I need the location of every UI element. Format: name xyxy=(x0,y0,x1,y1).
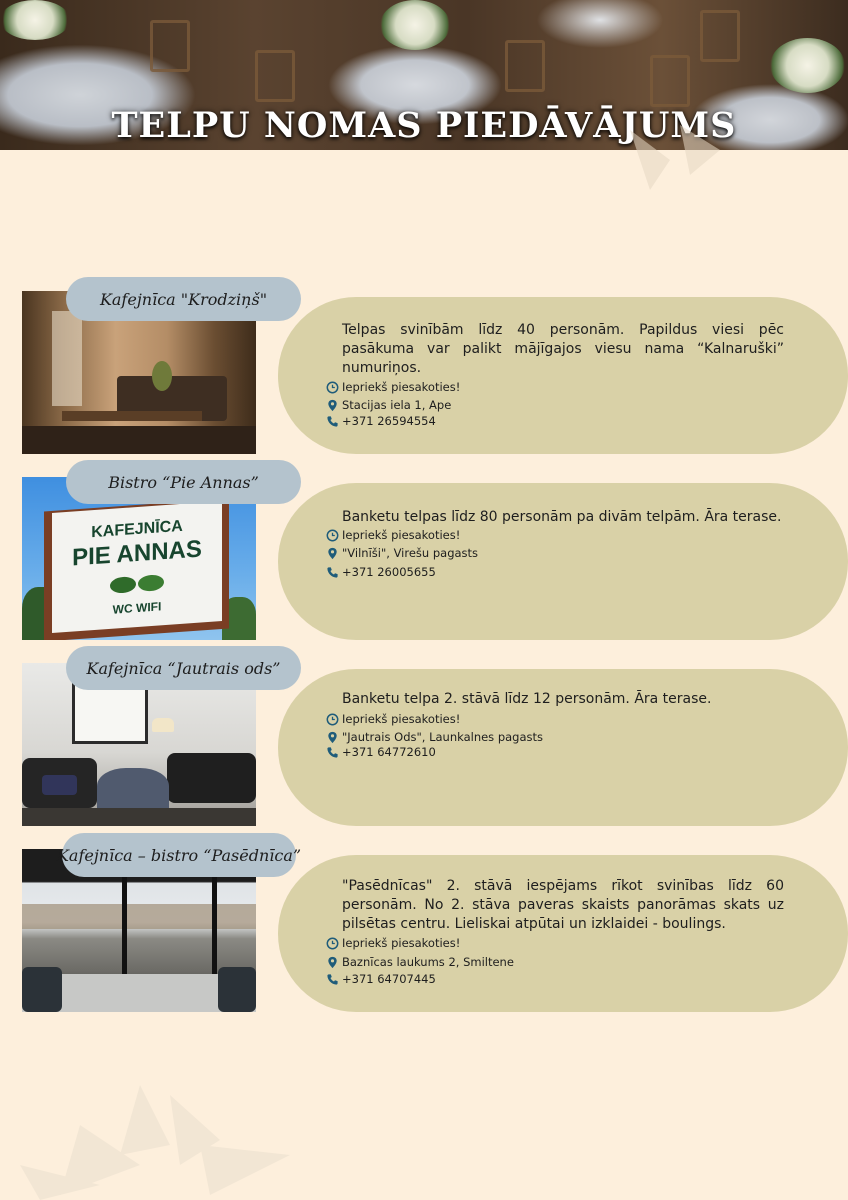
leaf-decoration-icon xyxy=(610,120,740,200)
clock-icon xyxy=(326,713,339,726)
address-text: Stacijas iela 1, Ape xyxy=(342,398,452,412)
venue-description: Banketu telpa 2. stāvā līdz 12 personām. Āra terase. xyxy=(342,691,712,707)
location-pin-icon xyxy=(326,399,339,412)
leaf-decoration-icon xyxy=(20,1085,310,1200)
phone-line xyxy=(326,414,436,428)
address-text: "Jautrais Ods", Launkalnes pagasts xyxy=(342,730,544,744)
address-text: Baznīcas laukums 2, Smiltene xyxy=(342,955,514,969)
location-pin-icon xyxy=(326,956,339,969)
booking-line xyxy=(326,528,460,542)
address-line xyxy=(326,546,478,560)
phone-line xyxy=(326,972,436,986)
location-pin-icon xyxy=(326,547,339,560)
clock-icon xyxy=(326,937,339,950)
location-pin-icon xyxy=(326,731,339,744)
booking-line xyxy=(326,380,460,394)
clock-icon xyxy=(326,381,339,394)
address-line xyxy=(326,398,451,412)
booking-text: Iepriekš piesakoties! xyxy=(342,380,461,394)
venue-name-label: Bistro “Pie Annas” xyxy=(66,460,301,504)
phone-text: +371 64707445 xyxy=(342,972,436,986)
sign-text-line2: PIE ANNAS xyxy=(72,535,202,572)
sign-text-line3: WC WIFI xyxy=(112,599,162,617)
phone-icon xyxy=(326,746,339,759)
booking-text: Iepriekš piesakoties! xyxy=(342,528,461,542)
phone-icon xyxy=(326,566,339,579)
booking-text: Iepriekš piesakoties! xyxy=(342,712,461,726)
phone-text: +371 26594554 xyxy=(342,414,436,428)
venue-description: Banketu telpas līdz 80 personām pa divām telpām. Āra terase. xyxy=(342,509,782,525)
phone-text: +371 26005655 xyxy=(342,565,436,579)
phone-line xyxy=(326,745,436,759)
booking-line xyxy=(326,712,460,726)
page-title: TELPU NOMAS PIEDĀVĀJUMS xyxy=(111,105,737,146)
booking-text: Iepriekš piesakoties! xyxy=(342,936,461,950)
clock-icon xyxy=(326,529,339,542)
address-line xyxy=(326,730,543,744)
phone-icon xyxy=(326,973,339,986)
oak-leaves-icon xyxy=(107,571,167,597)
venue-info-card xyxy=(278,483,848,640)
phone-icon xyxy=(326,415,339,428)
phone-line xyxy=(326,565,436,579)
address-text: "Vilnīši", Virešu pagasts xyxy=(342,546,479,560)
venue-name-label: Kafejnīca – bistro “Pasēdnīca” xyxy=(62,833,296,877)
venue-description: "Pasēdnīcas" 2. stāvā iespējams rīkot svinības līdz 60 personām. No 2. stāva paveras skaists panorāmas skats uz pilsētas centru. Lieliskai atpūtai un izklaidei - boulings. xyxy=(342,878,784,932)
address-line xyxy=(326,955,514,969)
sign-text-line1: KAFEJNĪCA xyxy=(91,517,183,542)
phone-text: +371 64772610 xyxy=(342,745,436,759)
booking-line xyxy=(326,936,460,950)
venue-description: Telpas svinībām līdz 40 personām. Papildus viesi pēc pasākuma var palikt mājīgajos viesu nama “Kalnaruški” numuriņos. xyxy=(342,322,784,376)
venue-name-label: Kafejnīca "Krodziņš" xyxy=(66,277,301,321)
venue-name-label: Kafejnīca “Jautrais ods” xyxy=(66,646,301,690)
